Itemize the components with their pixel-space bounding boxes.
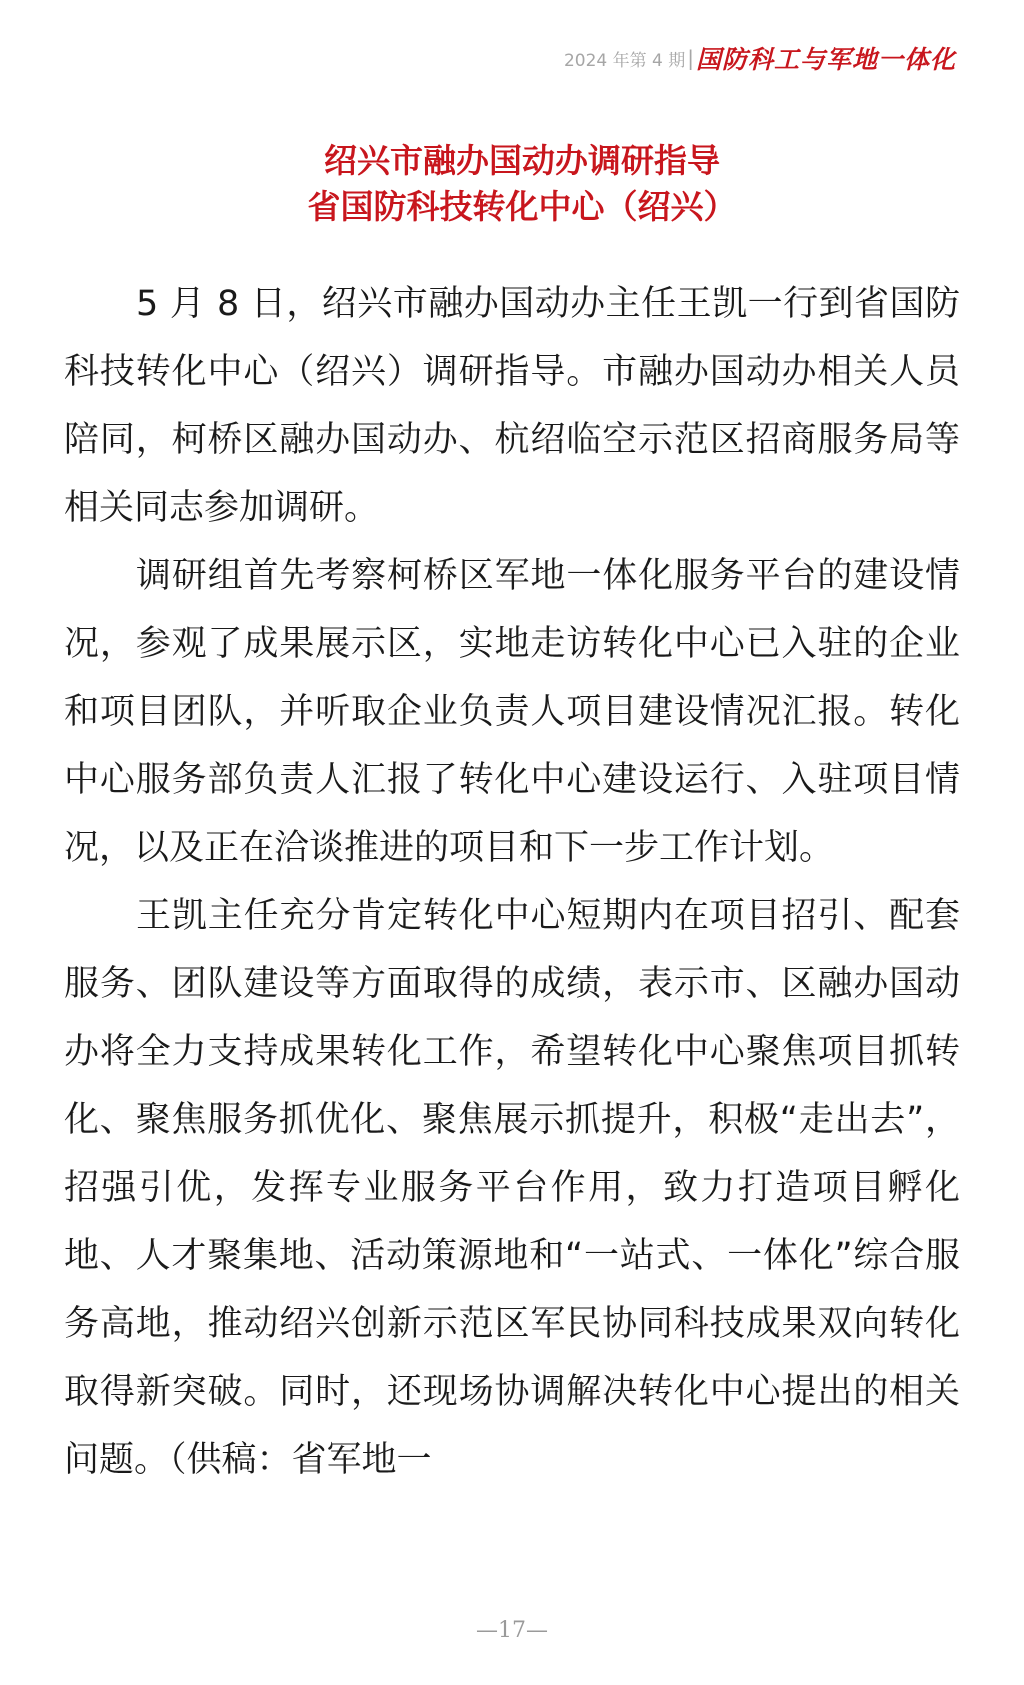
issue-label: 2024 年第 4 期 — [563, 50, 686, 71]
page-number: —17— — [476, 1618, 548, 1643]
title-line-2: 省国防科技转化中心（绍兴） — [307, 187, 737, 226]
article-title — [0, 138, 1024, 230]
paragraph-1: 5 月 8 日，绍兴市融办国动办主任王凯一行到省国防科技转化中心（绍兴）调研指导。市融办国动办相关人员陪同，柯桥区融办国动办、杭绍临空示范区招商服务局等相关同志参加调研。 — [64, 284, 960, 528]
publication-logo: 国防科工与军地一体化 — [695, 45, 956, 74]
header-separator: | — [687, 46, 694, 70]
article-body — [64, 270, 960, 1494]
page-header — [564, 40, 956, 76]
title-line-1: 绍兴市融办国动办调研指导 — [324, 141, 720, 180]
paragraph-3: 王凯主任充分肯定转化中心短期内在项目招引、配套服务、团队建设等方面取得的成绩，表示市、区融办国动办将全力支持成果转化工作，希望转化中心聚焦项目抓转化、聚焦服务抓优化、聚焦展示抓提升，积极“走出去”，招强引优，发挥专业服务平台作用，致力打造项目孵化地、人才聚集地、活动策源地和“一站式、一体化”综合服务高地，推动绍兴创新示范区军民协同科技成果双向转化取得新突破。同时，还现场协调解决转化中心提出的相关问题。（供稿：省军地一 — [64, 896, 960, 1480]
paragraph-2: 调研组首先考察柯桥区军地一体化服务平台的建设情况，参观了成果展示区，实地走访转化中心已入驻的企业和项目团队，并听取企业负责人项目建设情况汇报。转化中心服务部负责人汇报了转化中心建设运行、入驻项目情况，以及正在洽谈推进的项目和下一步工作计划。 — [64, 556, 960, 868]
